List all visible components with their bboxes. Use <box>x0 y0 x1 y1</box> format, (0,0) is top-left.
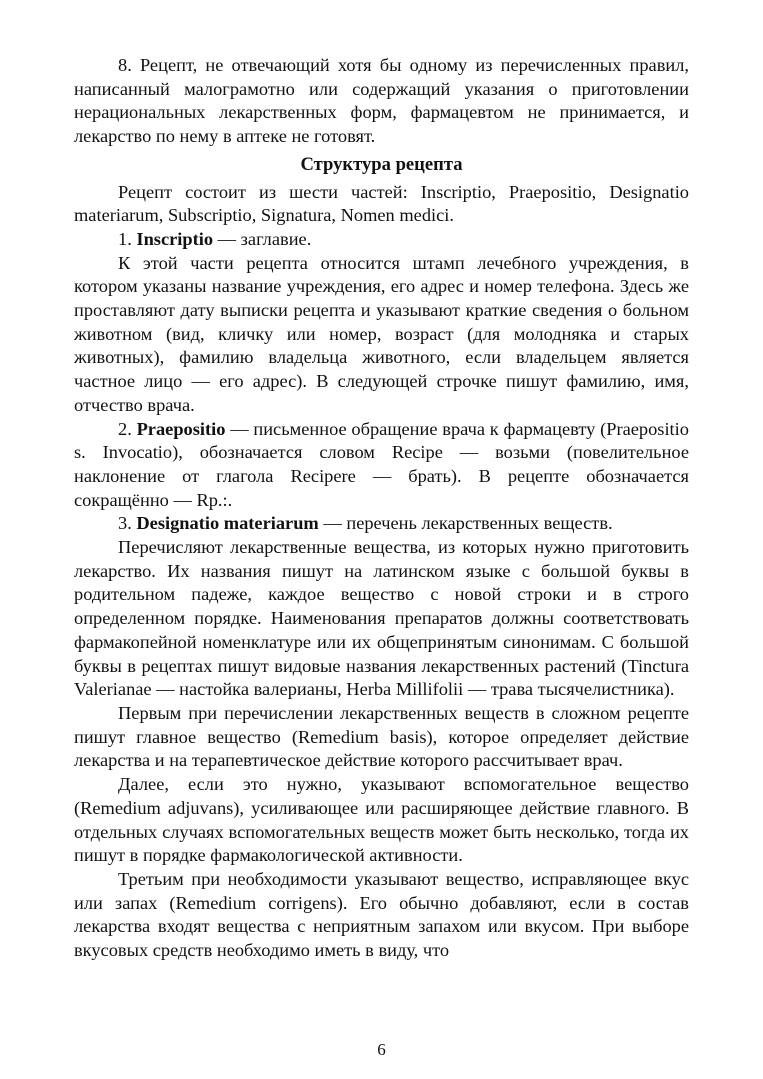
remedium-adjuvans-paragraph: Далее, если это нужно, указывают вспомогательное вещество (Remedium adjuvans), усиливающее или расширяющее действие главного. В отдельных случаях вспомогательных веществ может быть несколько, тогда их пишут в порядке фармакологической активности. <box>74 774 689 866</box>
item-text: — заглавие. <box>217 228 312 249</box>
item-text: — письменное обращение врача к фармацевту (Praepositio s. Invocatio), обозначается словом Recipe — возьми (повелительное наклонение от глагола Recipere — брать). В рецепте обозначается сокращённо — Rp.:. <box>74 418 689 510</box>
item-inscriptio <box>74 228 689 252</box>
remedium-corrigens-paragraph: Третьим при необходимости указывают вещество, исправляющее вкус или запах (Remedium corrigens). Его обычно добавляют, если в состав лекарства входят вещества с неприятным запахом или вкусом. При выборе вкусовых средств необходимо иметь в виду, что <box>74 868 689 961</box>
designatio-paragraph: Перечисляют лекарственные вещества, из которых нужно приготовить лекарство. Их названия пишут на латинском языке с большой буквы в родительном падеже, каждое вещество с новой строки и в строго определенном порядке. Наименования препаратов должны соответствовать фармакопейной номенклатуре или их общепринятым синонимам. С большой буквы в рецептах пишут видовые названия лекарственных растений (Tinctura Valerianae — настойка валерианы, Herba Millifolii — трава тысячелистника). <box>74 537 689 700</box>
term-inscriptio: Inscriptio <box>136 228 214 249</box>
inscriptio-body: К этой части рецепта относится штамп лечебного учреждения, в котором указаны название учреждения, его адрес и номер телефона. Здесь же проставляют дату выписки рецепта и указывают краткие сведения о больном животном (вид, кличку или номер, возраст (для молодняка и старых животных), фамилию владельца животного, если владельцем является частное лицо — его адрес). В следующей строчке пишут фамилию, имя, отчество врача. <box>74 252 689 415</box>
page-number: 6 <box>377 1040 386 1059</box>
section-title: Структура рецепта <box>300 153 463 175</box>
page-body <box>74 54 689 963</box>
item-number: 1. <box>118 228 132 249</box>
item-praepositio <box>74 418 689 513</box>
remedium-basis-paragraph: Первым при перечислении лекарственных веществ в сложном рецепте пишут главное вещество (Remedium basis), которое определяет действие лекарства и на терапевтическое действие которого рассчитывает врач. <box>74 702 689 771</box>
term-designatio: Designatio materiarum <box>136 513 319 534</box>
item-number: 2. <box>118 418 132 439</box>
rule-8-paragraph: 8. Рецепт, не отвечающий хотя бы одному из перечисленных правил, написанный малограмотно или содержащий указания о приготовлении нерациональных лекарственных форм, фармацевтом не принимается, и лекарство по нему в аптеке не готовят. <box>74 55 689 147</box>
item-number: 3. <box>118 513 132 534</box>
item-text: — перечень лекарственных веществ. <box>323 513 613 534</box>
intro-paragraph: Рецепт состоит из шести частей: Inscriptio, Praepositio, Designatio materiarum, Subscriptio, Signatura, Nomen medici. <box>74 181 689 226</box>
item-designatio <box>74 512 689 536</box>
term-praepositio: Praepositio <box>136 418 226 439</box>
